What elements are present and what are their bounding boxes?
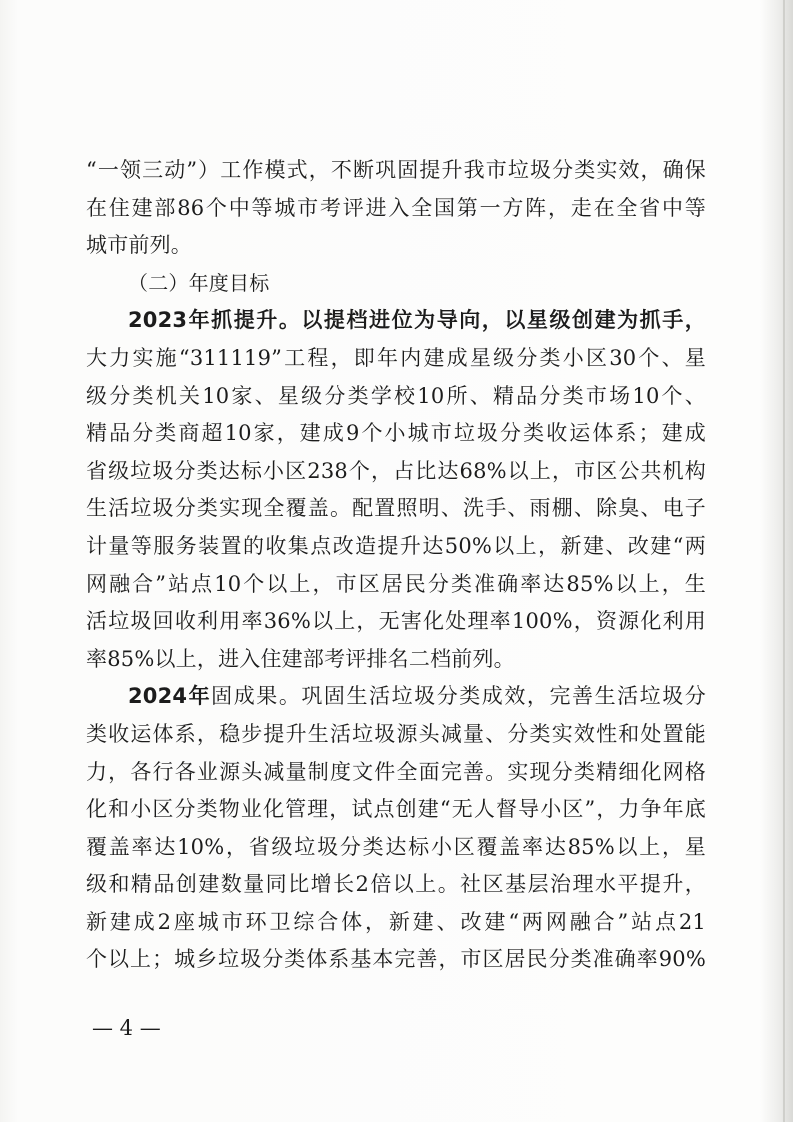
page-number: — 4 —: [92, 1016, 161, 1040]
text-line: 固成果。巩固生活垃圾分类成效，完善生活垃圾分: [211, 684, 706, 709]
text-line: 城市前列。: [86, 233, 192, 258]
text-line: 计量等服务装置的收集点改造提升达50%以上，新建、改建“两: [86, 533, 706, 558]
text-line: “一领三动”）工作模式，不断巩固提升我市垃圾分类实效，确保: [86, 158, 706, 182]
text-line: 级和精品创建数量同比增长2倍以上。社区基层治理水平提升，: [86, 872, 706, 897]
text-line: 精品分类商超10家，建成9个小城市垃圾分类收运体系；建成: [86, 421, 706, 446]
text-line: 个以上；城乡垃圾分类体系基本完善，市区居民分类准确率90%: [86, 947, 706, 972]
text-line: 抓提升。以提档进位为导向，以星级创建为抓手，: [211, 308, 706, 333]
paragraph-2024-first-line: [86, 678, 706, 716]
text-line: 生活垃圾分类实现全覆盖。配置照明、洗手、雨棚、除臭、电子: [86, 496, 706, 521]
paragraph-2023-first-line: [86, 302, 706, 340]
text-line: 级分类机关10家、星级分类学校10所、精品分类市场10个、: [86, 383, 706, 408]
text-line: 新建成2座城市环卫综合体，新建、改建“两网融合”站点21: [86, 909, 706, 934]
text-line: 网融合”站点10个以上，市区居民分类准确率达85%以上，生: [86, 571, 706, 596]
text-line: 覆盖率达10%，省级垃圾分类达标小区覆盖率达85%以上，星: [86, 834, 706, 859]
text-line: 率85%以上，进入住建部考评排名二档前列。: [86, 646, 515, 671]
text-line: 力，各行各业源头减量制度文件全面完善。实现分类精细化网格: [86, 759, 706, 784]
text-line: 类收运体系，稳步提升生活垃圾源头减量、分类实效性和处置能: [86, 721, 706, 746]
text-line: 大力实施“311119”工程，即年内建成星级分类小区30个、星: [86, 345, 706, 370]
year-2024-label: 2024年: [128, 684, 212, 709]
year-2023-label: 2023年: [128, 308, 212, 333]
text-line: 化和小区分类物业化管理，试点创建“无人督导小区”，力争年底: [86, 797, 706, 822]
text-line: 省级垃圾分类达标小区238个，占比达68%以上，市区公共机构: [86, 458, 706, 483]
text-line: 在住建部86个中等城市考评进入全国第一方阵，走在全省中等: [86, 195, 706, 220]
text-line: 活垃圾回收利用率36%以上，无害化处理率100%，资源化利用: [86, 609, 706, 634]
body-text: [86, 152, 706, 979]
scan-edge: [783, 0, 785, 1122]
section-heading: （二）年度目标: [128, 270, 270, 295]
